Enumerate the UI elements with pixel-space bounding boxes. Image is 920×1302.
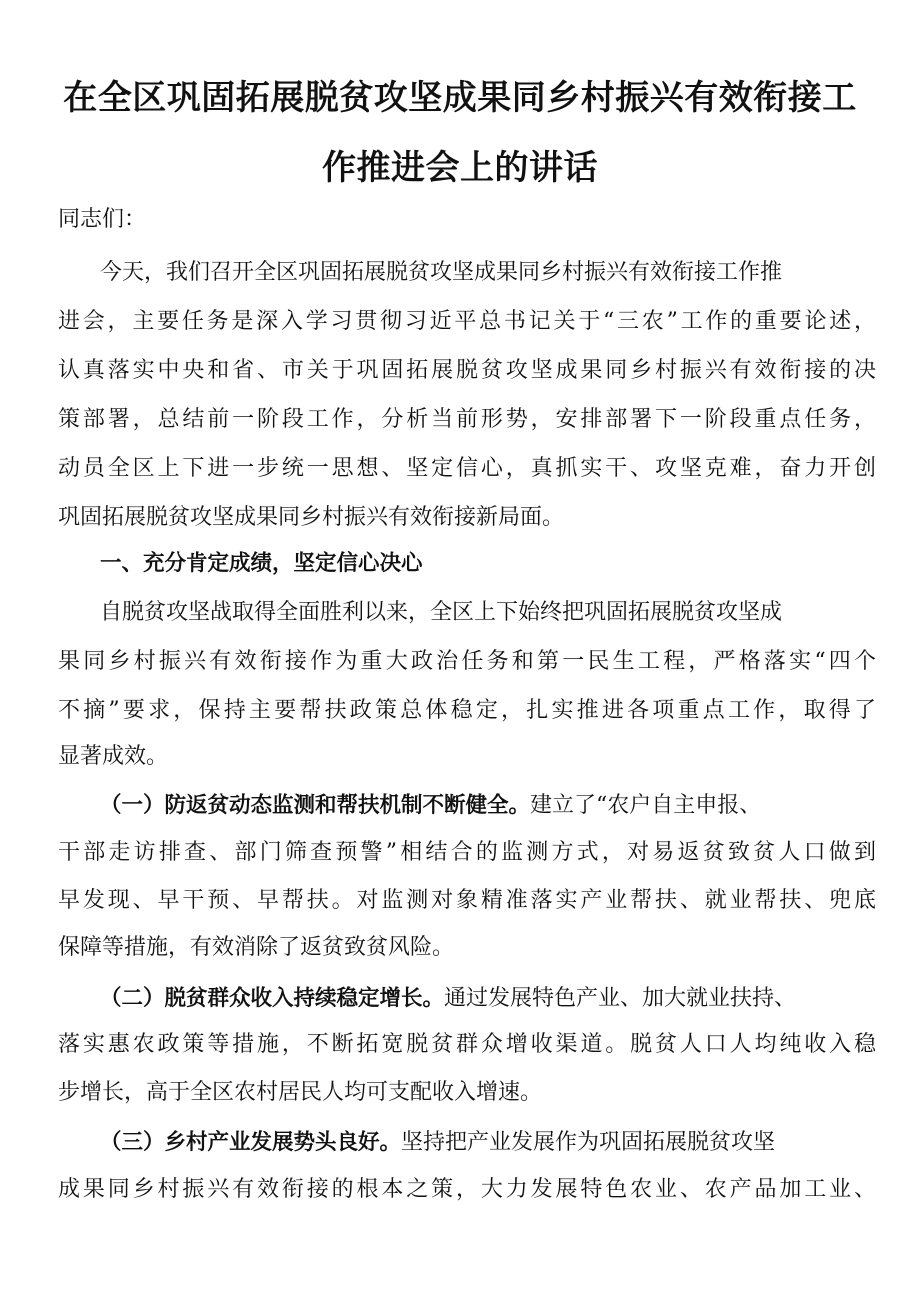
document-title-line-2: 作推进会上的讲话 [322,148,598,188]
paragraph-line: 动员全区上下进一步统一思想、坚定信心，真抓实干、攻坚克难，奋力开创 [58,456,876,481]
salutation: 同志们： [58,207,147,232]
item-2-text: 通过发展特色产业、加大就业扶持、 [444,986,797,1011]
paragraph-line: 早发现、早干预、早帮扶。对监测对象精准落实产业帮扶、就业帮扶、兜底 [58,888,876,913]
section-heading-1: 一、充分肯定成绩，坚定信心决心 [100,551,423,576]
paragraph-line: 自脱贫攻坚战取得全面胜利以来，全区上下始终把巩固拓展脱贫攻坚成 [100,600,783,625]
paragraph-line: 果同乡村振兴有效衔接作为重大政治任务和第一民生工程，严格落实“四个 [58,649,876,674]
paragraph-line: 不摘”要求，保持主要帮扶政策总体稳定，扎实推进各项重点工作，取得了 [58,698,876,723]
paragraph-line: 策部署，总结前一阶段工作，分析当前形势，安排部署下一阶段重点任务， [58,407,876,432]
paragraph-line: 显著成效。 [58,744,169,769]
paragraph-line [100,984,796,1014]
paragraph-line: 成果同乡村振兴有效衔接的根本之策，大力发展特色农业、农产品加工业、 [58,1177,876,1202]
paragraph-line: 落实惠农政策等措施，不断拓宽脱贫群众增收渠道。脱贫人口人均纯收入稳 [58,1032,876,1057]
paragraph-line: 干部走访排查、部门筛查预警”相结合的监测方式，对易返贫致贫人口做到 [58,840,876,865]
item-2-heading: （二）脱贫群众收入持续稳定增长。 [100,986,445,1011]
paragraph-line: 认真落实中央和省、市关于巩固拓展脱贫攻坚成果同乡村振兴有效衔接的决 [58,358,876,383]
paragraph-line [100,1128,775,1158]
item-1-heading: （一）防返贫动态监测和帮扶机制不断健全。 [100,793,531,818]
paragraph-line: 保障等措施，有效消除了返贫致贫风险。 [58,935,455,960]
paragraph-line [100,791,761,821]
paragraph-line: 今天，我们召开全区巩固拓展脱贫攻坚成果同乡村振兴有效衔接工作推 [100,260,783,285]
paragraph-line: 巩固拓展脱贫攻坚成果同乡村振兴有效衔接新局面。 [58,505,565,530]
item-3-text: 坚持把产业发展作为巩固拓展脱贫攻坚 [401,1130,776,1155]
paragraph-line: 进会，主要任务是深入学习贯彻习近平总书记关于“三农”工作的重要论述， [58,309,876,334]
paragraph-line: 步增长，高于全区农村居民人均可支配收入增速。 [58,1080,543,1105]
document-title-line-1: 在全区巩固拓展脱贫攻坚成果同乡村振兴有效衔接工 [63,78,857,118]
item-1-text: 建立了“农户自主申报、 [530,793,762,818]
item-3-heading: （三）乡村产业发展势头良好。 [100,1130,402,1155]
